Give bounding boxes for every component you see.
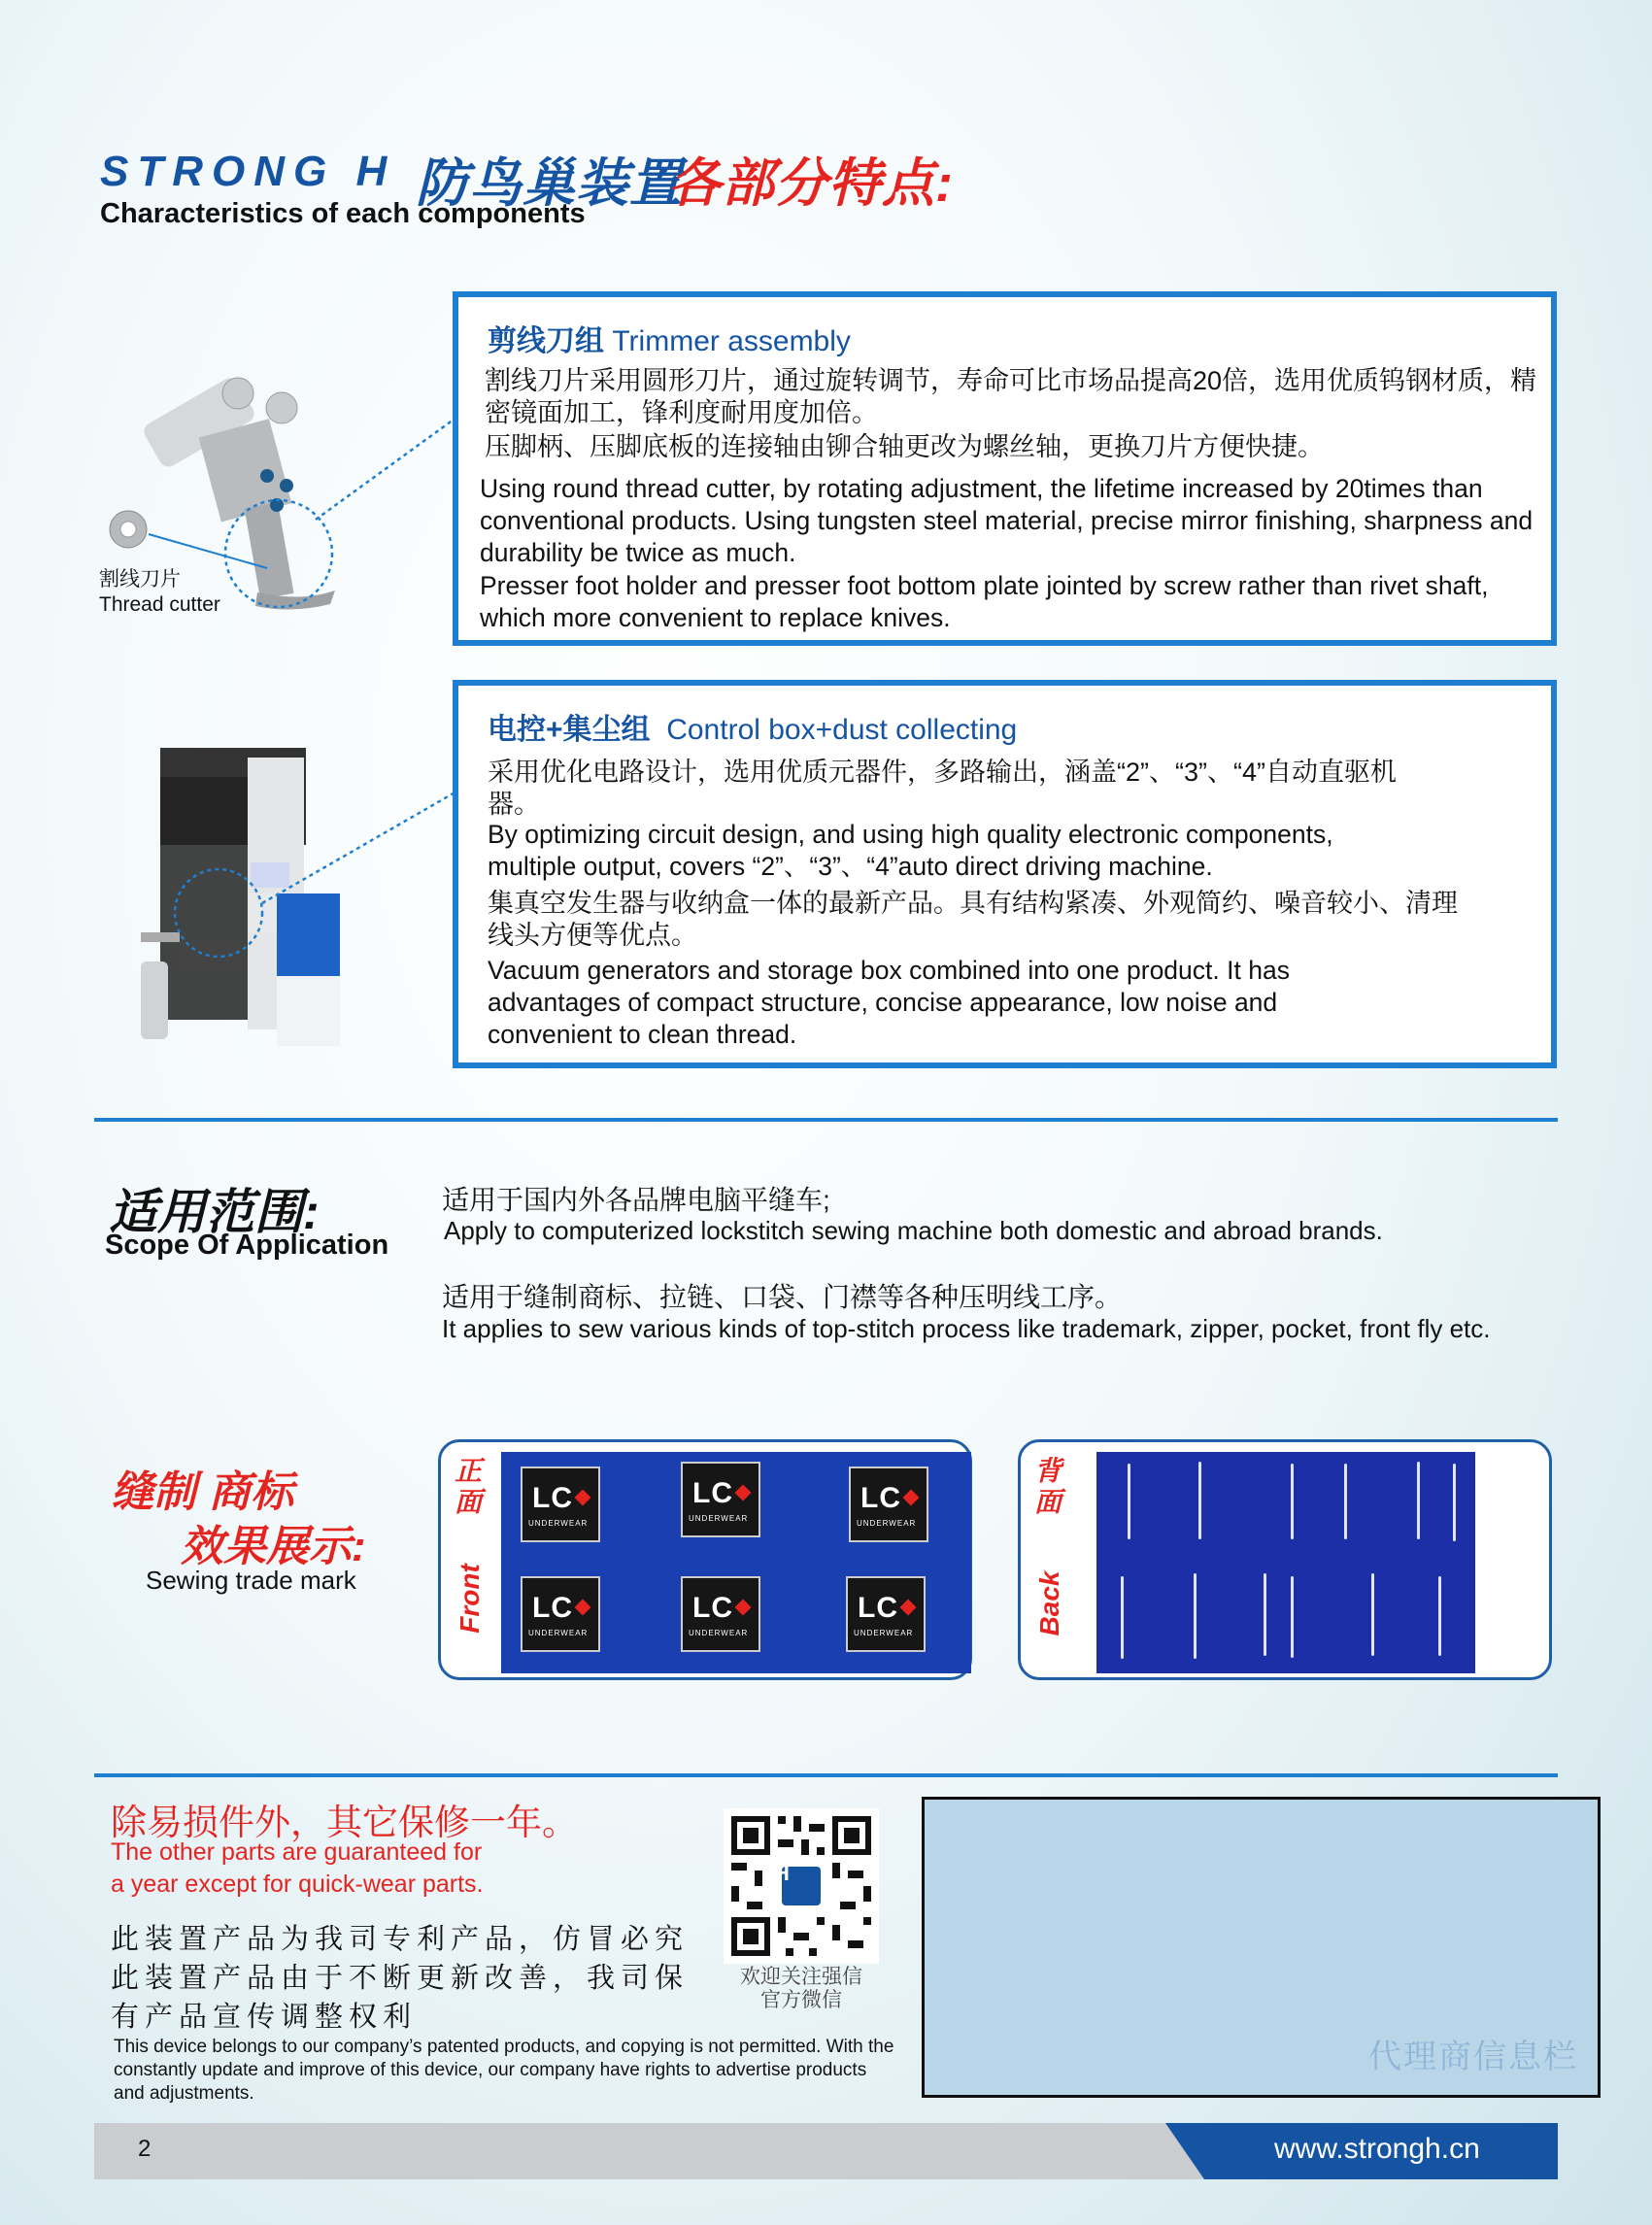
agent-info-label: 代理商信息栏 (1368, 2038, 1578, 2076)
trimmer-cn-2: 压脚柄、压脚底板的连接轴由铆合轴更改为螺丝轴，更换刀片方便快捷。 (485, 432, 1324, 461)
patent-en: This device belongs to our company’s patented products, and copying is not permitted. With the constantly update and improve of this device, our company have rights to advertise products and adjustments. (114, 2037, 894, 2104)
trimmer-title (488, 317, 851, 359)
warranty-en-1: The other parts are guaranteed for (111, 1838, 483, 1866)
agent-info-box (922, 1797, 1601, 2098)
trademark-label: LC UNDERWEAR (681, 1462, 760, 1537)
warranty-en-2: a year except for quick-wear parts. (111, 1871, 484, 1898)
website-link[interactable]: www.strongh.cn (1274, 2133, 1480, 2165)
thread-cutter-caption-cn: 割线刀片 (99, 568, 181, 590)
qr-logo: H (774, 1861, 790, 1885)
trademark-label: LC UNDERWEAR (681, 1576, 760, 1652)
page-number: 2 (138, 2136, 152, 2162)
scope-cn-2: 适用于缝制商标、拉链、口袋、门襟等各种压明线工序。 (442, 1282, 1123, 1312)
back-label-en: Back (1034, 1570, 1064, 1636)
back-fabric-photo (1096, 1452, 1475, 1673)
stitch-line (1344, 1464, 1347, 1539)
qr-caption-1: 欢迎关注强信 (740, 1966, 862, 1988)
scope-title-cn: 适用范围: (109, 1185, 320, 1239)
scope-title-en: Scope Of Application (105, 1230, 389, 1261)
trimmer-box (453, 291, 1557, 646)
stitch-line (1128, 1464, 1130, 1539)
patent-cn-1: 此装置产品为我司专利产品，仿冒必究 (111, 1922, 690, 1955)
patent-cn-3: 有产品宣传调整权利 (111, 2000, 418, 2033)
control-en-2: Vacuum generators and storage box combined into one product. It has advantages of compact structure, concise appearance, low noise and convenient to clean thread. (488, 956, 1290, 1049)
stitch-line (1453, 1464, 1456, 1541)
trademark-label: LC UNDERWEAR (521, 1466, 600, 1542)
stitch-line (1291, 1464, 1294, 1539)
qr-code-icon (724, 1808, 879, 1964)
trimmer-title-en: Trimmer assembly (612, 325, 851, 357)
trademark-label: LC UNDERWEAR (521, 1576, 600, 1652)
trademark-label: LC UNDERWEAR (849, 1466, 928, 1542)
trademark-label: LC UNDERWEAR (846, 1576, 926, 1652)
control-title (488, 705, 1017, 748)
control-box-image (141, 738, 461, 1068)
section-divider (94, 1118, 1558, 1122)
front-label-cn: 正面 (455, 1456, 483, 1517)
trimmer-en-1: Using round thread cutter, by rotating adjustment, the lifetime increased by 20times than conventional products. Using tungsten steel material, precise mirror finishing, sharpness and durability be twice as much. (480, 474, 1534, 567)
warranty-cn: 除易损件外，其它保修一年。 (111, 1803, 578, 1842)
sewing-title-cn-2: 效果展示: (181, 1523, 366, 1570)
brand-logo: STRONG H (100, 148, 396, 195)
stitch-line (1438, 1576, 1441, 1656)
patent-cn-2: 此装置产品由于不断更新改善，我司保 (111, 1961, 690, 1994)
control-en-1: By optimizing circuit design, and using high quality electronic components, multiple output, covers “2”、“3”、“4”auto direct driving machine. (488, 820, 1333, 881)
scope-en-1: Apply to computerized lockstitch sewing machine both domestic and abroad brands. (444, 1216, 1383, 1245)
page-title-cn: 防鸟巢装置 (416, 154, 683, 213)
qr-caption-2: 官方微信 (760, 1989, 842, 2011)
control-title-cn: 电控+集尘组 (488, 714, 651, 746)
page-title-cn-red: 各部分特点: (668, 154, 954, 213)
stitch-line (1121, 1576, 1124, 1659)
page-subtitle: Characteristics of each components (100, 198, 586, 229)
control-title-en: Control box+dust collecting (666, 714, 1018, 746)
sewing-title-en: Sewing trade mark (146, 1566, 356, 1595)
front-label-en: Front (455, 1564, 485, 1634)
stitch-line (1417, 1462, 1420, 1539)
scope-cn-1: 适用于国内外各品牌电脑平缝车; (442, 1185, 830, 1215)
scope-en-2: It applies to sew various kinds of top-stitch process like trademark, zipper, pocket, front fly etc. (442, 1314, 1491, 1343)
stitch-line (1264, 1573, 1266, 1656)
back-label-cn: 背面 (1034, 1456, 1062, 1517)
back-panel (1018, 1439, 1552, 1680)
front-fabric-photo (501, 1452, 971, 1673)
thread-cutter-caption-en: Thread cutter (99, 593, 220, 616)
trimmer-en-2: Presser foot holder and presser foot bottom plate jointed by screw rather than rivet shaft, which more convenient to replace knives. (480, 571, 1489, 632)
front-panel (438, 1439, 972, 1680)
trimmer-title-cn: 剪线刀组 (488, 325, 604, 357)
stitch-line (1371, 1573, 1374, 1656)
stitch-line (1198, 1462, 1201, 1539)
control-box-panel (453, 680, 1557, 1068)
stitch-line (1194, 1573, 1197, 1659)
control-cn-2: 集真空发生器与收纳盒一体的最新产品。具有结构紧凑、外观简约、噪音较小、清理线头方便等优点。 (488, 889, 1458, 950)
sewing-title-cn-1: 缝制 商标 (111, 1468, 294, 1516)
trimmer-cn-1: 割线刀片采用圆形刀片，通过旋转调节，寿命可比市场品提高20倍，选用优质钨钢材质，精密镜面加工，锋利度耐用度加倍。 (485, 366, 1537, 427)
section-divider (94, 1773, 1558, 1777)
stitch-line (1291, 1576, 1294, 1658)
control-cn-1: 采用优化电路设计，选用优质元器件，多路输出，涵盖“2”、“3”、“4”自动直驱机器。 (488, 758, 1397, 819)
